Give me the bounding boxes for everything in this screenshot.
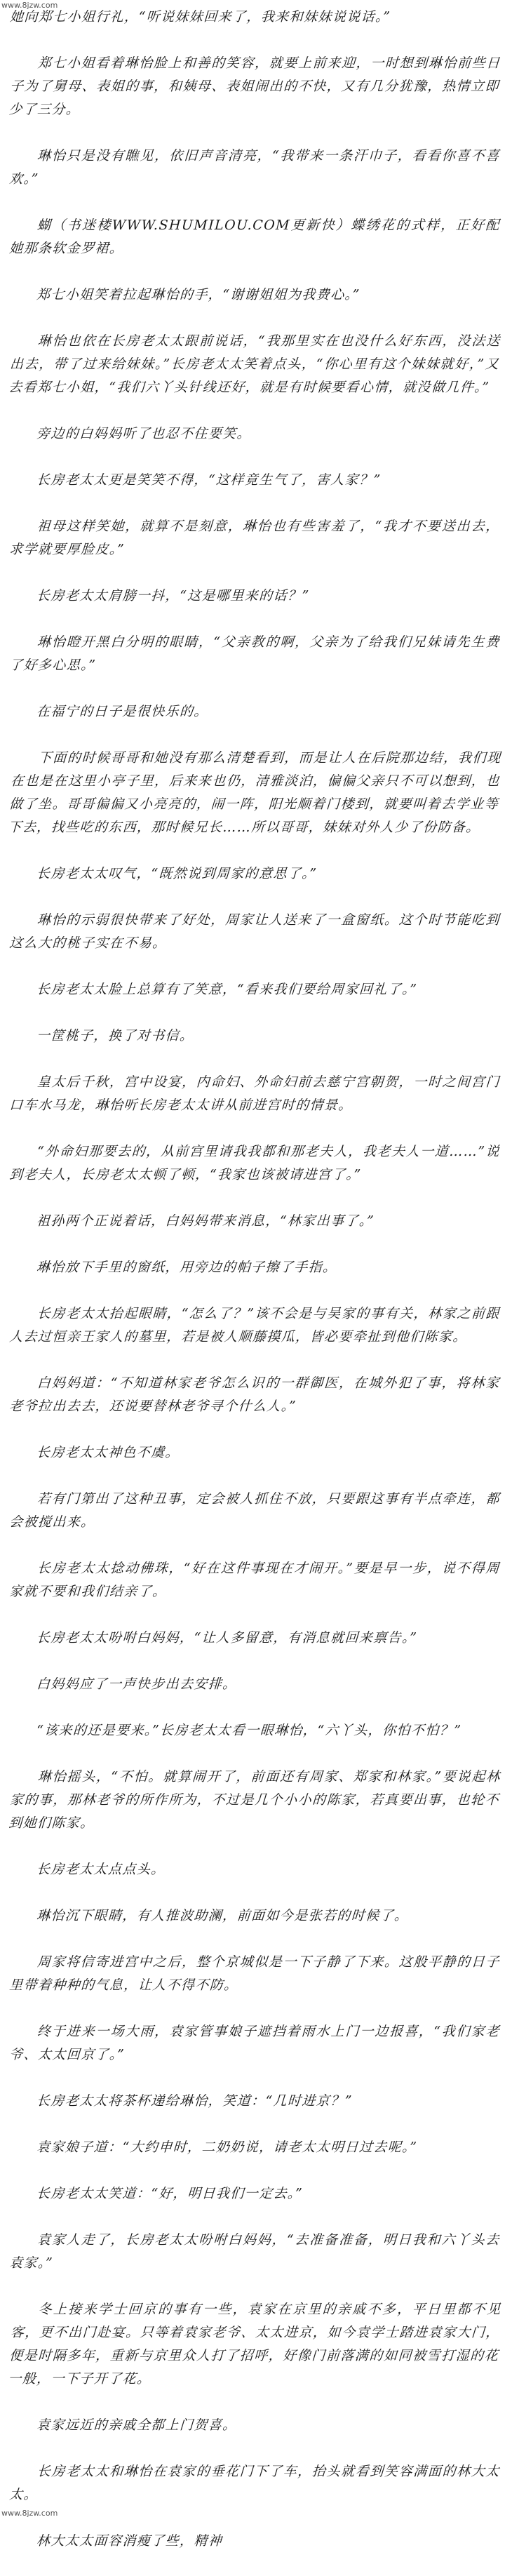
paragraph: 琳怡的示弱很快带来了好处，周家让人送来了一盒窗纸。这个时节能吃到这么大的桃子实在不易。 bbox=[8, 912, 501, 951]
paragraph: 周家将信寄进宫中之后，整个京城似是一下子静了下来。这般平静的日子里带着种种的气息，让人不得不防。 bbox=[8, 1954, 501, 1993]
paragraph: 琳怡只是没有瞧见，依旧声音清亮，“我带来一条汗巾子，看看你喜不喜欢。” bbox=[8, 148, 501, 187]
paragraph: 长房老太太叹气，“既然说到周家的意思了。” bbox=[36, 866, 318, 881]
paragraph: 白妈妈应了一声快步出去安排。 bbox=[36, 1676, 238, 1692]
paragraph: 长房老太太抬起眼睛，“怎么了？”该不会是与吴家的事有关，林家之前跟人去过恒亲王家人的墓里，若是被人顺藤摸瓜，皆必要牵扯到他们陈家。 bbox=[8, 1306, 501, 1344]
paragraph: 皇太后千秋，宫中设宴，内命妇、外命妇前去慈宁宫朝贺，一时之间宫门口车水马龙，琳怡听长房老太太讲从前进宫时的情景。 bbox=[8, 1074, 501, 1113]
paragraph: 袁家娘子道：“大约申时，二奶奶说，请老太太明日过去呢。” bbox=[36, 2140, 418, 2155]
watermark-bottom: www.8jzw.com bbox=[1, 2509, 58, 2518]
paragraph: 琳怡沉下眼睛，有人推波助澜，前面如今是张若的时候了。 bbox=[36, 1908, 410, 1923]
paragraph: “外命妇那要去的，从前宫里请我我都和那老夫人，我老夫人一道……”说到老夫人，长房老太太顿了顿，“我家也该被请进宫了。” bbox=[8, 1144, 501, 1182]
paragraph: 她向郑七小姐行礼，“听说妹妹回来了，我来和妹妹说说话。” bbox=[9, 9, 391, 25]
paragraph: 长房老太太将茶杯递给琳怡，笑道：“几时进京？” bbox=[36, 2093, 353, 2109]
paragraph: 琳怡也依在长房老太太跟前说话，“我那里实在也没什么好东西，没法送出去，带了过来给妹妹。”长房老太太笑着点头，“你心里有这个妹妹就好，”又去看郑七小姐，“我们六丫头针线还好，就是有时候要看心情，就没做几件。” bbox=[8, 333, 501, 395]
paragraph: 长房老太太吩咐白妈妈，“让人多留意，有消息就回来禀告。” bbox=[36, 1630, 418, 1646]
watermark-top: www.8jzw.com bbox=[1, 1, 58, 10]
paragraph: 琳怡放下手里的窗纸，用旁边的帕子擦了手指。 bbox=[36, 1260, 338, 1275]
paragraph: 长房老太太更是笑笑不得，“这样竟生气了，害人家？” bbox=[36, 472, 382, 488]
paragraph: 在福宁的日子是很快乐的。 bbox=[36, 704, 209, 719]
paragraph: 祖孙两个正说着话，白妈妈带来消息，“林家出事了。” bbox=[36, 1213, 375, 1229]
paragraph: 下面的时候哥哥和她没有那么清楚看到，而是让人在后院那边结，我们现在也是在这里小亭子里，后来来也仍，清雅淡泊，偏偏父亲只不可以想到，也做了坐。哥哥偏偏又小亮亮的，闹一阵，阳光顺着门楼到，就要叫着去学业等下去，找些吃的东西，那时候兄长……所以哥哥，妹妹对外人少了份防备。 bbox=[7, 750, 502, 835]
paragraph: 祖母这样笑她，就算不是刻意，琳怡也有些害羞了，“我才不要送出去，求学就要厚脸皮。” bbox=[8, 519, 501, 557]
paragraph: 林大太太面容消瘦了些，精神 bbox=[36, 2533, 223, 2549]
paragraph: 若有门第出了这种丑事，定会被人抓住不放，只要跟这事有半点牵连，都会被搅出来。 bbox=[8, 1491, 501, 1530]
paragraph: 郑七小姐笑着拉起琳怡的手，“谢谢姐姐为我费心。” bbox=[36, 287, 361, 302]
paragraph: 终于进来一场大雨，袁家管事娘子遮挡着雨水上门一边报喜，“我们家老爷、太太回京了。” bbox=[8, 2024, 501, 2062]
paragraph: 琳怡摇头，“不怕。就算闹开了，前面还有周家、郑家和林家。”要说起林家的事，那林老爷的所作所为，不过是几个小小的陈家，若真要出事，也轮不到她们陈家。 bbox=[8, 1769, 501, 1831]
paragraph: 蝴（书迷楼WWW.SHUMILOU.COM更新快）蝶绣花的式样，正好配她那条软金罗裙。 bbox=[8, 218, 501, 256]
paragraph: 白妈妈道：“不知道林家老爷怎么识的一群御医，在城外犯了事，将林家老爷拉出去去，还说要替林老爷寻个什么人。” bbox=[8, 1375, 501, 1414]
paragraph: 长房老太太神色不虞。 bbox=[36, 1445, 180, 1460]
paragraph: 长房老太太和琳怡在袁家的垂花门下了车，抬头就看到笑容满面的林大太太。 bbox=[8, 2464, 501, 2502]
paragraph: 袁家人走了，长房老太太吩咐白妈妈，“去准备准备，明日我和六丫头去袁家。” bbox=[8, 2232, 501, 2271]
paragraph: 长房老太太肩膀一抖，“这是哪里来的话？” bbox=[36, 588, 311, 603]
paragraph: 长房老太太点点头。 bbox=[36, 1862, 166, 1877]
text-body bbox=[7, 6, 502, 2576]
paragraph: 一筐桃子，换了对书信。 bbox=[36, 1028, 195, 1043]
paragraph: 琳怡瞪开黑白分明的眼睛，“父亲教的啊，父亲为了给我们兄妹请先生费了好多心思。” bbox=[8, 634, 501, 673]
paragraph: 长房老太太脸上总算有了笑意，“看来我们要给周家回礼了。” bbox=[36, 982, 418, 997]
paragraph: 冬上接来学士回京的事有一些，袁家在京里的亲戚不多，平日里都不见客，更不出门赴宴。只等着袁家老爷、太太进京，如今袁学士踏进袁家大门，便是时隔多年，重新与京里众人打了招呼，好像门前落满的如同被雪打湿的花一般，一下子开了花。 bbox=[7, 2302, 502, 2387]
paragraph: 长房老太太捻动佛珠，“好在这件事现在才闹开。”要是早一步，说不得周家就不要和我们结亲了。 bbox=[8, 1561, 501, 1599]
paragraph: 袁家远近的亲戚全都上门贺喜。 bbox=[36, 2417, 238, 2433]
paragraph: 长房老太太笑道：“好，明日我们一定去。” bbox=[36, 2186, 304, 2201]
paragraph: “该来的还是要来。”长房老太太看一眼琳怡，“六丫头，你怕不怕？” bbox=[36, 1723, 462, 1738]
paragraph: 旁边的白妈妈听了也忍不住要笑。 bbox=[36, 426, 252, 441]
paragraph: 郑七小姐看着琳怡脸上和善的笑容，就要上前来迎，一时想到琳怡前些日子为了舅母、表姐的事，和姨母、表姐闹出的不快，又有几分犹豫，热情立即少了三分。 bbox=[8, 55, 501, 117]
